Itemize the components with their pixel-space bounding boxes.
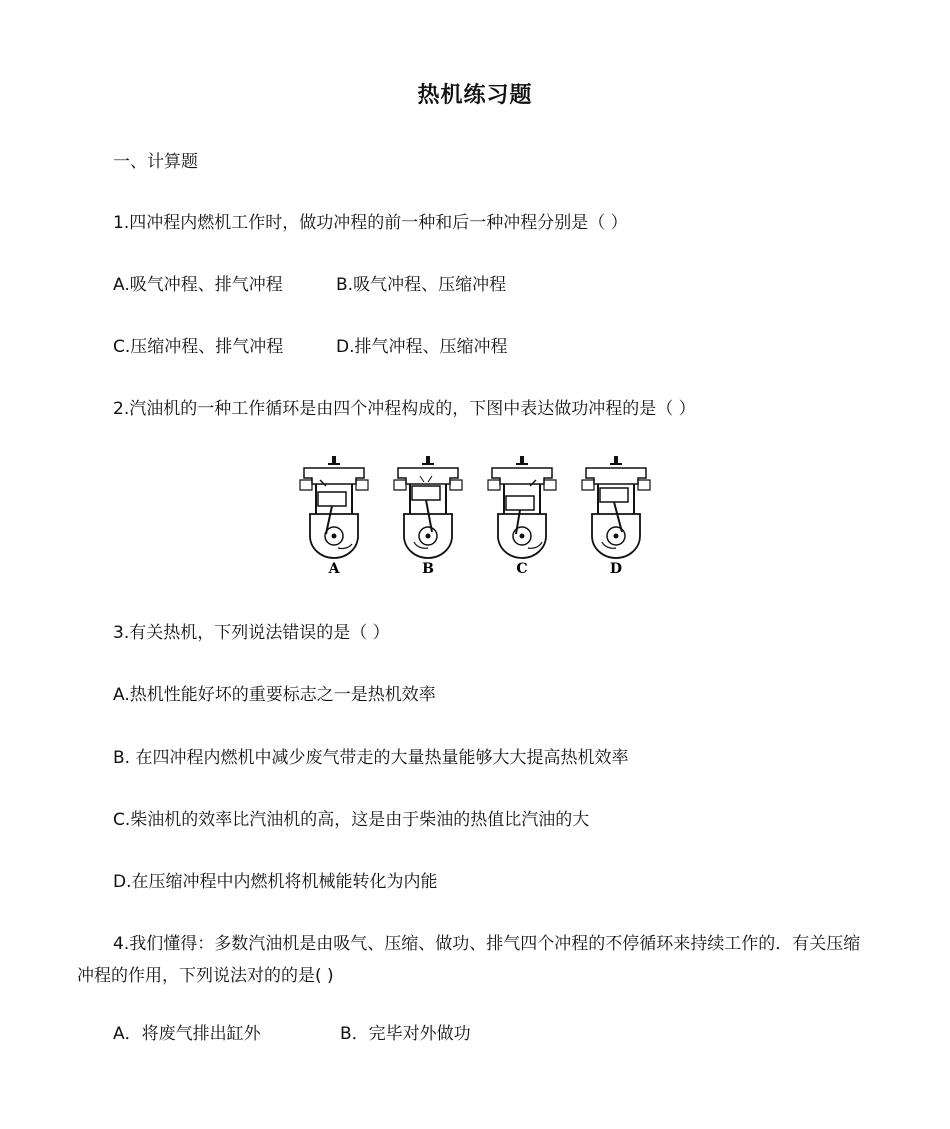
question-1-option-d: D.排气冲程、压缩冲程 — [336, 337, 508, 357]
engine-label-b: B — [422, 561, 434, 577]
question-3-option-c: C.柴油机的效率比汽油机的高，这是由于柴油的热值比汽油的大 — [113, 810, 590, 830]
engine-label-d: D — [609, 561, 623, 577]
engine-diagram-c — [488, 456, 556, 558]
engine-diagram-b — [394, 456, 462, 558]
question-4-option-a: A．将废气排出缸外 — [113, 1024, 261, 1044]
document-title: 热机练习题 — [417, 83, 533, 108]
question-1-option-c: C.压缩冲程、排气冲程 — [113, 337, 284, 357]
question-1-option-a: A.吸气冲程、排气冲程 — [113, 275, 283, 295]
question-1-stem: 1.四冲程内燃机工作时，做功冲程的前一种和后一种冲程分别是（ ） — [113, 213, 628, 233]
question-1-option-b: B.吸气冲程、压缩冲程 — [336, 275, 507, 295]
engine-diagram-a — [300, 456, 368, 558]
engine-strokes-figure — [296, 456, 656, 578]
question-3-option-b: B. 在四冲程内燃机中减少废气带走的大量热量能够大大提高热机效率 — [113, 748, 629, 768]
section-heading: 一、计算题 — [113, 152, 198, 172]
question-4-stem: 4.我们懂得：多数汽油机是由吸气、压缩、做功、排气四个冲程的不停循环来持续工作的．有关压缩冲程的作用，下列说法对的的是( ) — [77, 934, 861, 986]
question-4-option-b: B．完毕对外做功 — [340, 1024, 471, 1044]
question-3-option-a: A.热机性能好坏的重要标志之一是热机效率 — [113, 685, 436, 705]
question-2-stem: 2.汽油机的一种工作循环是由四个冲程构成的，下图中表达做功冲程的是（ ） — [113, 399, 696, 419]
question-3-stem: 3.有关热机，下列说法错误的是（ ） — [113, 623, 390, 643]
question-3-option-d: D.在压缩冲程中内燃机将机械能转化为内能 — [113, 872, 438, 892]
engine-label-a: A — [328, 561, 340, 577]
engine-diagram-d — [582, 456, 650, 558]
engine-label-c: C — [516, 561, 528, 577]
